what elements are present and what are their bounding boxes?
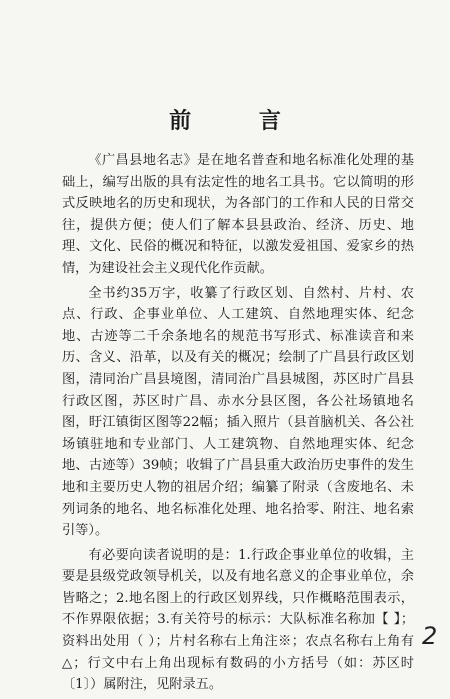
paragraph: 有必要向读者说明的是：1.行政企事业单位的收辑，主要是县级党政领导机关，以及有地名意义的企事业单位，余皆略之；2.地名图上的行政区划界线，只作概略范围表示，不作界限依据；3.有关符号的标示：大队标准名称加【 】；资料出处用（ ）；片村名称右上角注※；农点名称右上角有△；行文中右上角出现标有数码的小方括号（如：苏区时〔1〕）属附注，见附录五。 (62, 547, 414, 693)
body-text (62, 150, 414, 699)
paragraph: 全书约35万字，收纂了行政区划、自然村、片村、农点、行政、企事业单位、人工建筑、自然地理实体、纪念地、古迹等二千余条地名的规范书写形式、标准读音和来历、含义、沿革，以及有关的概况；绘制了广昌县行政区划图，清同治广昌县境图，清同治广昌县城图，苏区时广昌县行政区图，苏区时广昌、赤水分县区图，各公社场镇地名图，盱江镇街区图等22幅；插入照片（县首脑机关、各公社场镇驻地和专业部门、人工建筑物、自然地理实体、纪念地、古迹等）39帧；收辑了广昌县重大政治历史事件的发生地和主要历史人物的祖居介绍；编纂了附录（含废地名、未列词条的地名、地名标准化处理、地名拾零、附注、地名索引等）。 (62, 285, 414, 539)
page-number: 2 (422, 622, 438, 650)
paragraph: 《广昌县地名志》是在地名普查和地名标准化处理的基础上，编写出版的具有法定性的地名工具书。它以简明的形式反映地名的历史和现状，为各部门的工作和人民的日常交往，提供方便；使人们了解本县县政治、经济、历史、地理、文化、民俗的概况和特征，以激发爱祖国、爱家乡的热情，为建设社会主义现代化作贡献。 (62, 153, 414, 276)
page-title: 前 言 (169, 108, 311, 134)
